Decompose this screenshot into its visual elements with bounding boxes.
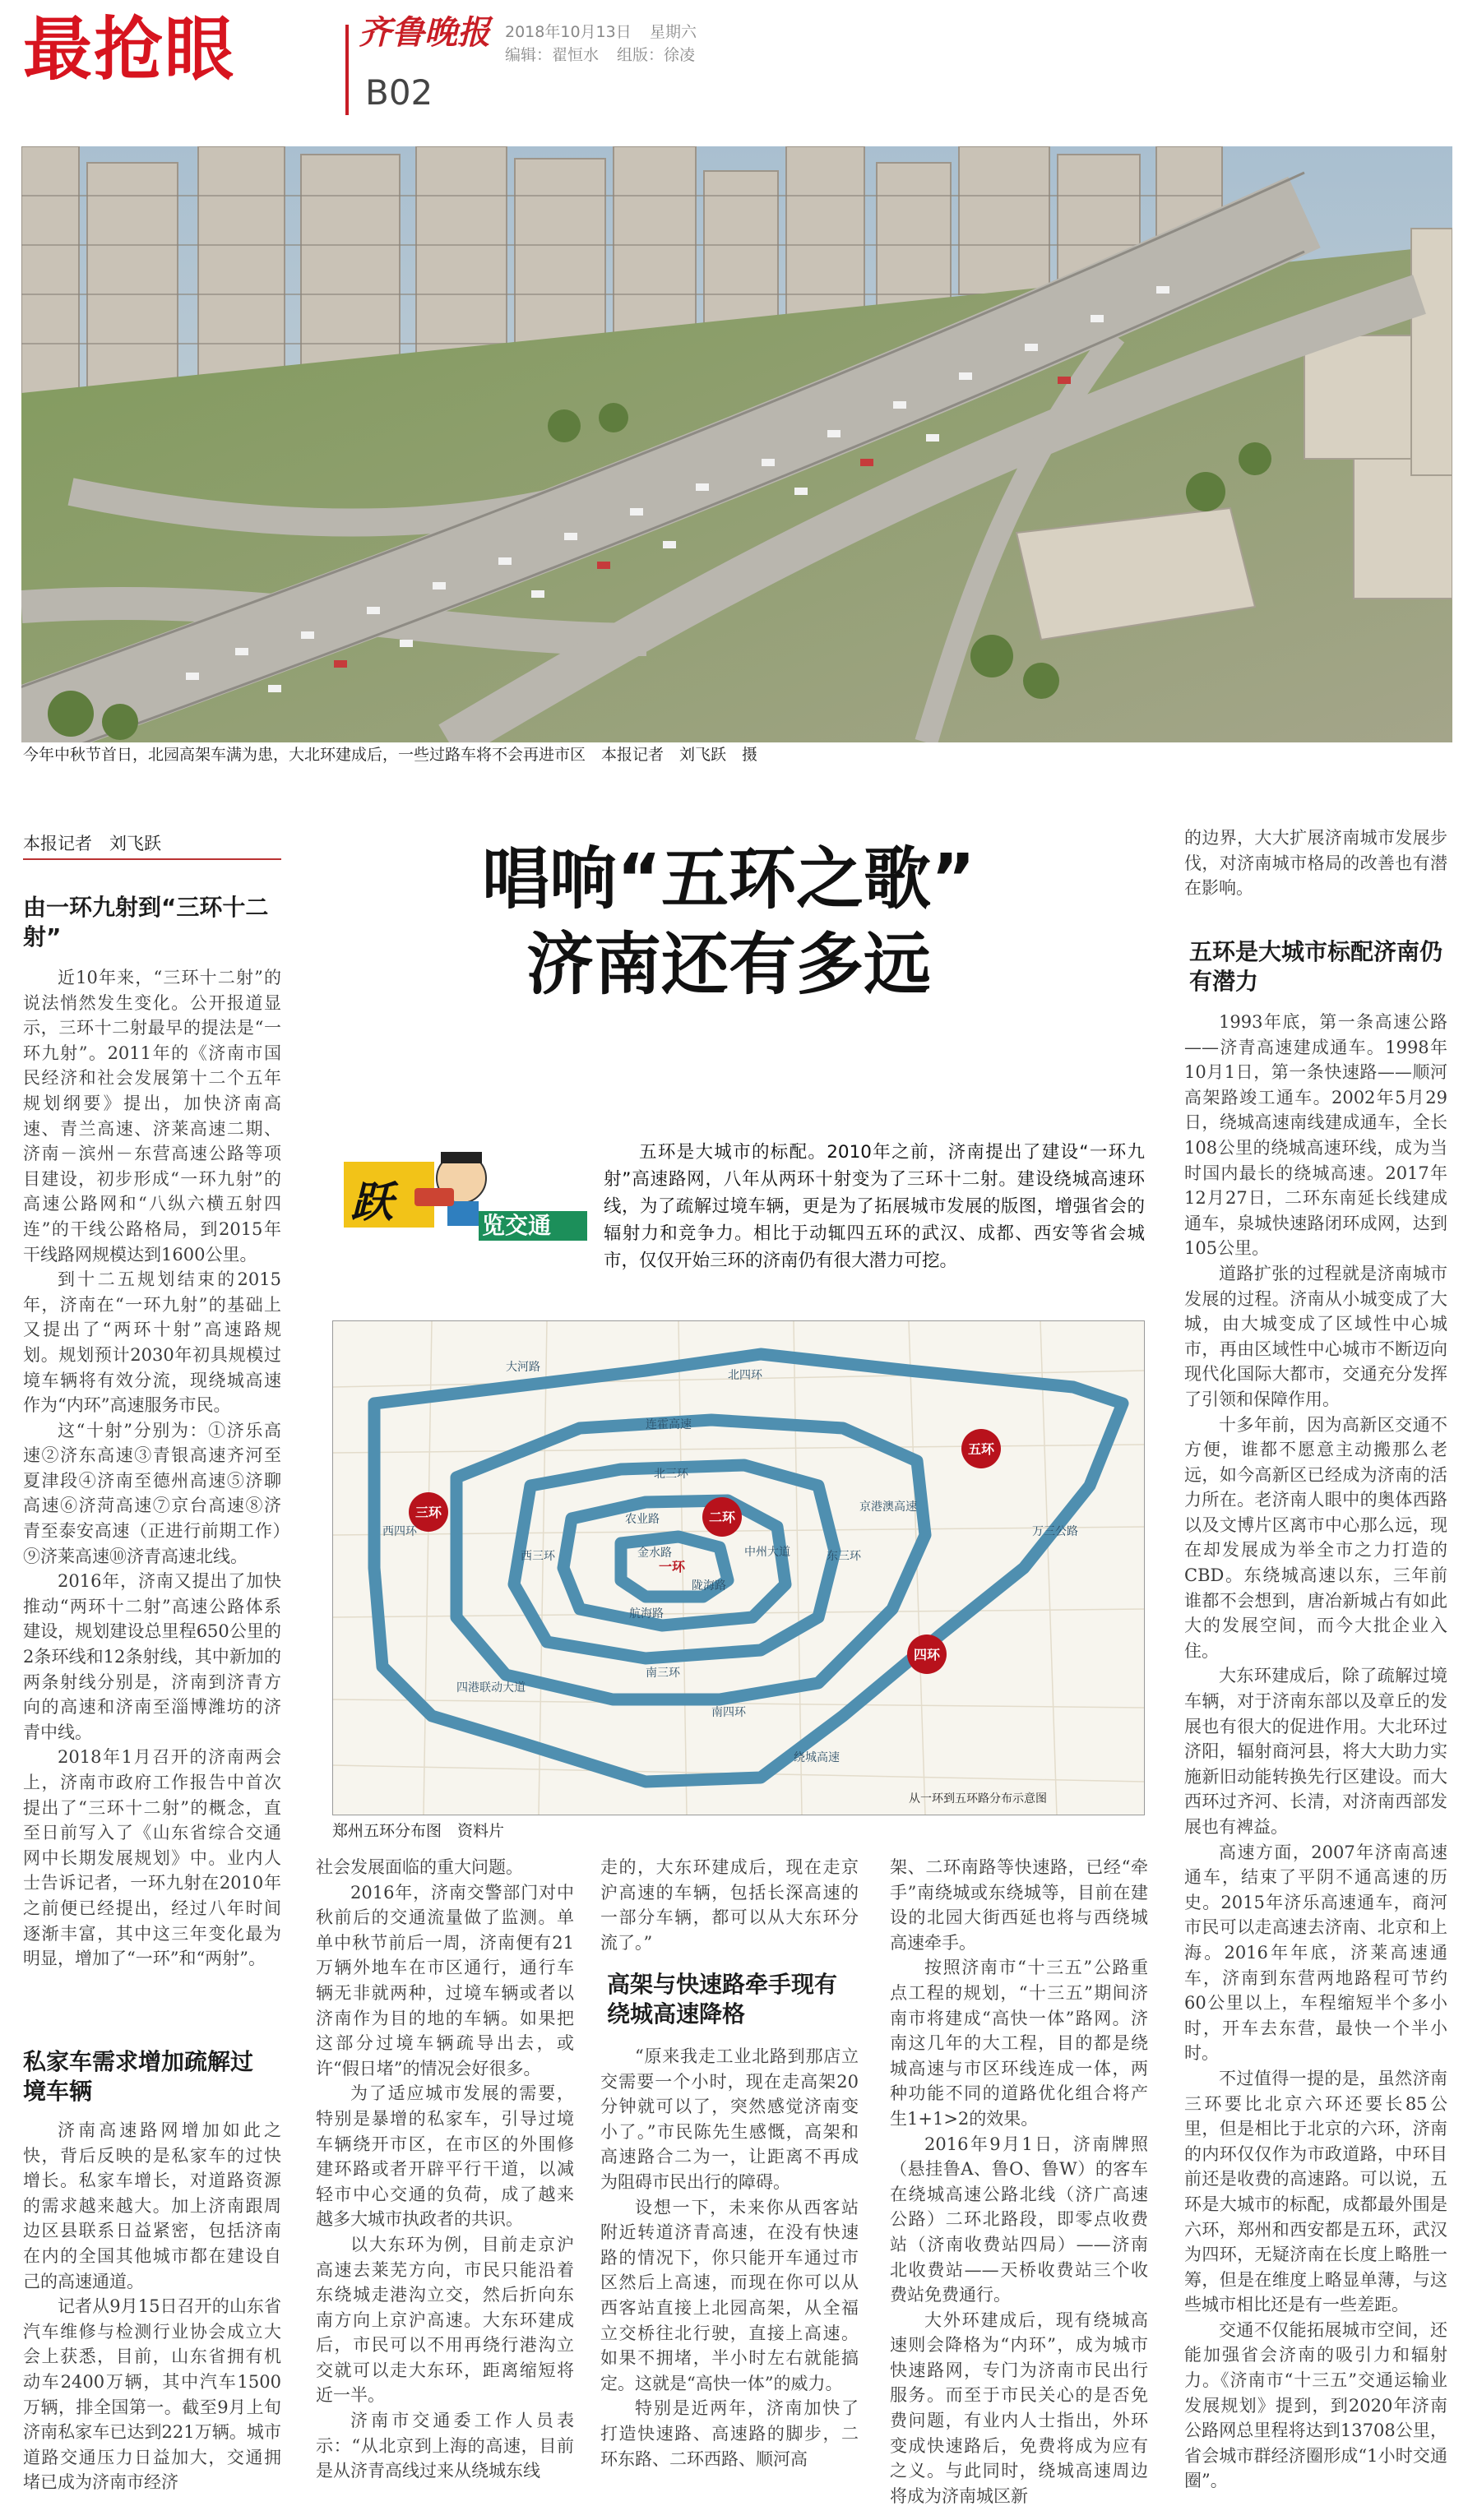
- paragraph: 为了适应城市发展的需要，特别是暴增的私家车，引导过境车辆绕开市区，在市区的外围修建环路或者开辟平行干道，以减轻市中心交通的负荷，成了越来越多大城市执政者的共识。: [316, 2083, 574, 2230]
- paragraph: 济南高速路网增加如此之快，背后反映的是私家车的过快增长。私家车增长，对道路资源的需求越来越大。加上济南跟周边区县联系日益紧密，包括济南在内的全国其他城市都在建设自己的高速通道。: [23, 2120, 281, 2291]
- article-lead: 五环是大城市的标配。2010年之前，济南提出了建设“一环九射”高速路网，八年从两环十射变为了三环十二射。建设绕城高速环线，为了疏解过境车辆，更是为了拓展城市发展的版图，增强省会的辐射力和竞争力。相比于动辄四五环的武汉、成都、西安等省会城市，仅仅开始三环的济南仍有很大潜力可挖。: [604, 1142, 1145, 1271]
- road-label: 中州大道: [744, 1546, 790, 1559]
- road-label: 东三环: [827, 1550, 861, 1563]
- paragraph: 大东环建成后，除了疏解过境车辆，对于济南东部以及章丘的发展也有很大的促进作用。大北环过济阳，辐射商河县，将大大助力实施新旧动能转换先行区建设。而大西环过齐河、长清，对济南西部发展也有裨益。: [1184, 1666, 1447, 1837]
- road-label: 连霍高速: [646, 1418, 692, 1431]
- road-label: 农业路: [625, 1513, 660, 1526]
- col1-body-2: [23, 2118, 281, 2495]
- editor-credit: 编辑：翟恒水: [505, 46, 600, 64]
- paragraph: 交通不仅能拓展城市空间，还能加强省会济南的吸引力和辐射力。《济南市“十三五”交通运输业发展规划》提到，到2020年济南公路网总里程将达到13708公里，省会城市群经济圈形成“1小时交通圈”。: [1184, 2319, 1447, 2491]
- paragraph: 社会发展面临的重大问题。: [316, 1857, 523, 1877]
- road-label: 绕城高速: [794, 1751, 840, 1764]
- lead-photo: [21, 146, 1452, 742]
- paragraph: 的边界，大大扩展济南城市发展步伐，对济南城市格局的改善也有潜在影响。: [1184, 828, 1447, 899]
- issue-weekday: 星期六: [650, 23, 697, 41]
- map-caption: 郑州五环分布图 资料片: [332, 1822, 505, 1840]
- paragraph: 架、二环南路等快速路，已经“牵手”南绕城或东绕城等，目前在建设的北园大街西延也将与西绕城高速牵手。: [890, 1857, 1148, 1953]
- paragraph: 走的，大东环建成后，现在走京沪高速的车辆，包括长深高速的一部分车辆，都可以从大东环分流了。”: [600, 1857, 859, 1953]
- road-label: 南三环: [646, 1667, 680, 1680]
- col1-subhead-2: 私家车需求增加疏解过境车辆: [23, 2048, 254, 2105]
- paragraph: 2016年，济南又提出了加快推动“两环十二射”高速公路体系建设，规划建设总里程650公里的2条环线和12条射线，其中新加的两条射线分别是，济南到济青方向的高速和济南至淄博潍坊的济青中线。: [23, 1571, 281, 1742]
- road-label: 大河路: [506, 1361, 540, 1374]
- col3-body-2: [600, 2044, 859, 2471]
- paragraph: 设想一下，未来你从西客站附近转道济青高速，在没有快速路的情况下，你只能开车通过市区然后上高速，而现在你可以从西客站直接上北园高架，从全福立交桥往北行驶，直接上高速。如果不拥堵，半小时左右就能搞定。这就是“高快一体”的威力。: [600, 2197, 859, 2393]
- paragraph: 道路扩张的过程就是济南城市发展的过程。济南从小城变成了大城，由大城变成了区域性中心城市，再由区域性中心城市不断迈向现代化国际大都市，交通充分发挥了引领和保障作用。: [1184, 1263, 1447, 1409]
- col2-body: [316, 1855, 574, 2484]
- issue-date: 2018年10月13日: [505, 23, 632, 41]
- paragraph: 按照济南市“十三五”公路重点工程的规划，“十三五”期间济南市将建成“高快一体”路网。济南这几年的大工程，目的都是绕城高速与市区环线连成一体，两种功能不同的道路优化组合将产生1+1>2的效果。: [890, 1958, 1148, 2129]
- road-label: 四港联动大道: [456, 1681, 526, 1695]
- column-logo-text: 跃: [350, 1177, 394, 1228]
- road-label: 西四环: [382, 1525, 417, 1538]
- col5-subhead: 五环是大城市标配济南仍有潜力: [1189, 938, 1443, 995]
- paragraph: 十多年前，因为高新区交通不方便，谁都不愿意主动搬那么老远，如今高新区已经成为济南的活力所在。老济南人眼中的奥体西路以及文博片区离市中心那么远，现在却发展成为举全市之力打造的CBD。东绕城高速以东，三年前谁都不会想到，唐冶新城占有如此大的发展空间，而今大批企业入住。: [1184, 1414, 1447, 1661]
- paragraph: 2016年9月1日，济南牌照（悬挂鲁A、鲁O、鲁W）的客车在绕城高速公路北线（济广高速公路）二环北路段，即零点收费站（济南收费站四局）——济南北收费站——天桥收费站三个收费站免费通行。: [890, 2134, 1148, 2305]
- page-number: B02: [365, 72, 433, 113]
- ring-badge-5: 五环: [967, 1441, 995, 1457]
- paragraph: 高速方面，2007年济南高速通车，结束了平阴不通高速的历史。2015年济乐高速通车，商河市民可以走高速去济南、北京和上海。2016年年底，济莱高速通车，济南到东营两地路程可节约60公里以上，车程缩短半个多小时，开车去东营，最快一个半小时。: [1184, 1842, 1447, 2064]
- map-note: 从一环到五环路分布示意图: [909, 1792, 1047, 1806]
- layout-credit: 组版：徐凌: [617, 46, 696, 64]
- photo-caption: 今年中秋节首日，北园高架车满为患，大北环建成后，一些过路车将不会再进市区 本报记者 刘飞跃 摄: [23, 746, 758, 764]
- masthead-divider: [345, 25, 349, 115]
- column-logo-label: 览交通: [482, 1212, 552, 1239]
- headline-line-2: 济南还有多远: [526, 926, 931, 1004]
- paragraph: 2016年，济南交警部门对中秋前后的交通流量做了监测。单单中秋节前后一周，济南便有21万辆外地车在市区通行，通行车辆无非就两种，过境车辆或者以济南作为目的地的车辆。如果把这部分过境车辆疏导出去，或许“假日堵”的情况会好很多。: [316, 1882, 574, 2078]
- ring-badge-2: 二环: [708, 1510, 736, 1525]
- col1-body-1: [23, 965, 281, 1972]
- ring-badge-4: 四环: [913, 1647, 941, 1662]
- ring-label-1: 一环: [658, 1559, 686, 1574]
- road-label: 金水路: [637, 1547, 672, 1560]
- col4-body: [890, 1855, 1148, 2508]
- col1-subhead-1: 由一环九射到“三环十二射”: [23, 894, 269, 950]
- ring-road-map: [332, 1320, 1145, 1815]
- road-label: 京港澳高速: [859, 1500, 917, 1514]
- col3-body-1: [600, 1855, 859, 1955]
- paragraph: 这“十射”分别为：①济乐高速②济东高速③青银高速齐河至夏津段④济南至德州高速⑤济聊高速⑥济菏高速⑦京台高速⑧济青至泰安高速（正进行前期工作）⑨济莱高速⑩济青高速北线。: [23, 1420, 281, 1566]
- road-label: 南四环: [711, 1706, 746, 1719]
- road-label: 北四环: [728, 1369, 762, 1382]
- col3-subhead: 高架与快速路牵手现有绕城高速降格: [607, 1971, 838, 2028]
- road-label: 西三环: [521, 1550, 555, 1563]
- col5-body-1: [1184, 825, 1447, 901]
- paragraph: 2018年1月召开的济南两会上，济南市政府工作报告中首次提出了“三环十二射”的概念，直至日前写入了《山东省综合交通网中长期发展规划》中。业内人士告诉记者，一环九射在2010年之前便已经提出，经过八年时间逐渐丰富，其中这三年变化最为明显，增加了“一环”和“两射”。: [23, 1747, 281, 1969]
- road-label: 陇海路: [692, 1579, 726, 1593]
- road-label: 航海路: [629, 1607, 664, 1621]
- paragraph: 记者从9月15日召开的山东省汽车维修与检测行业协会成立大会上获悉，目前，山东省拥有机动车2400万辆，其中汽车1500万辆，排全国第一。截至9月上旬济南私家车已达到221万辆。城市道路交通压力日益加大，交通拥堵已成为济南市经济: [23, 2296, 281, 2493]
- paragraph: 近10年来，“三环十二射”的说法悄然发生变化。公开报道显示，三环十二射最早的提法是“一环九射”。2011年的《济南市国民经济和社会发展第十二个五年规划纲要》提出，加快济南高速、青兰高速、济莱高速二期、济南－滨州－东营高速公路等项目建设，初步形成“一环九射”的高速公路网和“八纵六横五射四连”的干线公路格局，到2015年干线路网规模达到1600公里。: [23, 968, 281, 1265]
- paragraph: 特别是近两年，济南加快了打造快速路、高速路的脚步，二环东路、二环西路、顺河高: [600, 2398, 859, 2469]
- newspaper-name: 齐鲁晚报: [359, 13, 490, 52]
- paragraph: 1993年底，第一条高速公路——济青高速建成通车。1998年10月1日，第一条快速路——顺河高架路竣工通车。2002年5月29日，绕城高速南线建成通车，全长108公里的绕城高速环线，成为当时国内最长的绕城高速。2017年12月27日，二环东南延长线建成通车，泉城快速路闭环成网，达到105公里。: [1184, 1012, 1447, 1259]
- byline-rule: [23, 858, 281, 860]
- section-title: 最抢眼: [23, 9, 236, 90]
- paragraph: 不过值得一提的是，虽然济南三环要比北京六环还要长85公里，但是相比于北京的六环，济南的内环仅仅作为市政道路，中环目前还是收费的高速路。可以说，五环是大城市的标配，成都最外围是六环，郑州和西安都是五环，武汉为四环，无疑济南在长度上略胜一筹，但是在维度上略显单薄，与这些城市相比还是有一些差距。: [1184, 2068, 1447, 2315]
- ring-badge-3: 三环: [414, 1505, 442, 1520]
- road-label: 北三环: [654, 1468, 688, 1481]
- paragraph: 到十二五规划结束的2015年，济南在“一环九射”的基础上又提出了“两环十射”高速路规划。规划预计2030年初具规模过境车辆将有效分流，现绕城高速作为“内环”高速服务市民。: [23, 1269, 281, 1416]
- column-logo: [334, 1137, 590, 1245]
- paragraph: 以大东环为例，目前走京沪高速去莱芜方向，市民只能沿着东绕城走港沟立交，然后折向东南方向上京沪高速。大东环建成后，市民可以不用再绕行港沟立交就可以走大东环，距离缩短将近一半。: [316, 2234, 574, 2406]
- paragraph: “原来我走工业北路到那店立交需要一个小时，现在走高架20分钟就可以了，突然感觉济南变小了。”市民陈先生感慨，高架和高速路合二为一，让距离不再成为阻碍市民出行的障碍。: [600, 2046, 859, 2192]
- road-label: 万三公路: [1032, 1525, 1078, 1538]
- headline: [359, 837, 1099, 1008]
- headline-line-1: 唱响“五环之歌”: [482, 840, 975, 918]
- paragraph: 济南市交通委工作人员表示：“从北京到上海的高速，目前是从济青高线过来从绕城东线: [316, 2411, 574, 2481]
- col5-body-2: [1184, 1010, 1447, 2494]
- paragraph: 大外环建成后，现有绕城高速则会降格为“内环”，成为城市快速路网，专门为济南市民出行服务。而至于市民关心的是否免费问题，有业内人士指出，外环变成快速路后，免费将成为应有之义。与此同时，绕城高速周边将成为济南城区新: [890, 2310, 1148, 2506]
- byline: 本报记者 刘飞跃: [23, 834, 161, 853]
